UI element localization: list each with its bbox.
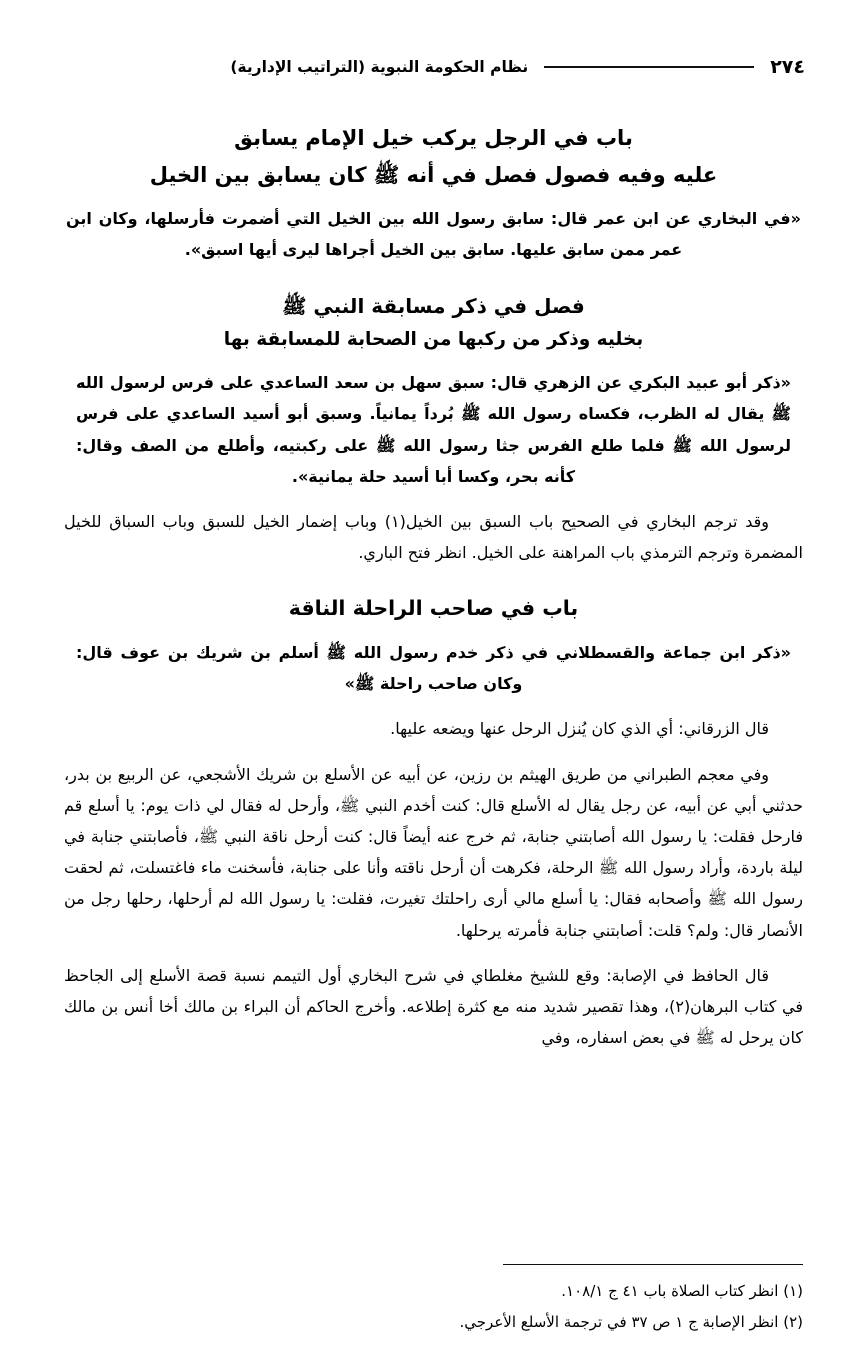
footnote-1: (١) انظر كتاب الصلاة باب ٤١ ج ١٠٨/١. — [561, 1282, 803, 1300]
paragraph-tabarani-aslae: وفي معجم الطبراني من طريق الهيثم بن رزين، عن أبيه عن الأسلع بن شريك الأشجعي، عن الربيع بن بدر، حدثني أبي عن أبيه، عن رجل يقال له الأسلع قال: كنت أخدم النبي ﷺ، وأرحل له فقال لي ذات يوم: يا أسلع قم فارحل فقلت: يا رسول الله أصابتني جنابة، ثم خرج عنه أيضاً قال: كنت أرحل ناقة النبي ﷺ، فأصابتني جنابة في ليلة باردة، وأراد رسول الله ﷺ الرحلة، فكرهت أن أرحل ناقته وأنا على جنابة، فأسخنت ماء فاغتسلت، ثم لحقت رسول الله ﷺ وأصحابه فقال: يا أسلع مالي أرى راحلتك تغيرت، فقلت: يا رسول الله لم أرحلها، رحلها رجل من الأنصار قال: ولم؟ قلت: أصابتني جنابة فأمرته يرحلها. — [64, 764, 803, 940]
section-title-musabaqa: فصل في ذكر مسابقة النبي ﷺ — [282, 294, 585, 319]
page-header — [62, 48, 805, 78]
paragraph-bukhari-chapters: وقد ترجم البخاري في الصحيح باب السبق بين الخيل(١) وباب إضمار الخيل للسبق وباب السباق للخيل المضمرة وترجم الترمذي باب المراهنة على الخيل. انظر فتح الباري. — [64, 511, 803, 563]
quotation-bukhari-ibn-umar: «في البخاري عن ابن عمر قال: سابق رسول الله بين الخيل التي أضمرت فأرسلها، وكان ابن عمر ممن سابق عليها. سابق بين الخيل أجراها ليرى أيها اسبق». — [66, 209, 801, 260]
book-title: نظام الحكومة النبوية (التراتيب الإدارية) — [230, 58, 529, 76]
quotation-abu-ubayd-bakri: «ذكر أبو عبيد البكري عن الزهري قال: سبق سهل بن سعد الساعدي على فرس لرسول الله ﷺ يقال له الظرب، فكساه رسول الله ﷺ بُرداً يمانياً. وسبق أبو أسيد الساعدي على فرس لرسول الله ﷺ فلما طلع الفرس جثا رسول الله ﷺ على ركبتيه، وأطلع من الصف وقال: كأنه بحر، وكسا أبا أسيد حلة يمانية». — [76, 373, 791, 486]
chapter-title-line-1: باب في الرجل يركب خيل الإمام يسابق — [234, 126, 633, 150]
subchapter-title-rahila: باب في صاحب الراحلة الناقة — [288, 596, 579, 621]
footnote-2: (٢) انظر الإصابة ج ١ ص ٣٧ في ترجمة الأسلع الأعرجي. — [459, 1312, 803, 1331]
page-number: ٢٧٤ — [770, 56, 805, 78]
quotation-ibn-jamaa-qastallani: «ذكر ابن جماعة والقسطلاني في ذكر خدم رسول الله ﷺ أسلم بن شريك بن عوف قال: وكان صاحب راحلة ﷺ» — [76, 643, 791, 694]
footnotes-section — [62, 1264, 805, 1339]
footnote-divider-rule — [503, 1264, 803, 1266]
chapter-title-line-2: عليه وفيه فصول فصل في أنه ﷺ كان يسابق بين الخيل — [149, 162, 718, 187]
section-subtitle-sahaba: بخليه وذكر من ركبها من الصحابة للمسابقة بها — [223, 329, 644, 351]
paragraph-hafiz-isaba: قال الحافظ في الإصابة: وقع للشيخ مغلطاي في شرح البخاري أول التيمم نسبة قصة الأسلع إلى الجاحظ في كتاب البرهان(٢)، وهذا تقصير شديد منه مع كثرة إطلاعه. وأخرج الحاكم أن البراء بن مالك أخا أنس بن مالك كان يرحل له ﷺ في بعض اسفاره، وفي — [64, 965, 803, 1048]
paragraph-zurqani: قال الزرقاني: أي الذي كان يُنزل الرحل عنها ويضعه عليها. — [390, 719, 769, 739]
header-divider-rule — [544, 66, 754, 68]
